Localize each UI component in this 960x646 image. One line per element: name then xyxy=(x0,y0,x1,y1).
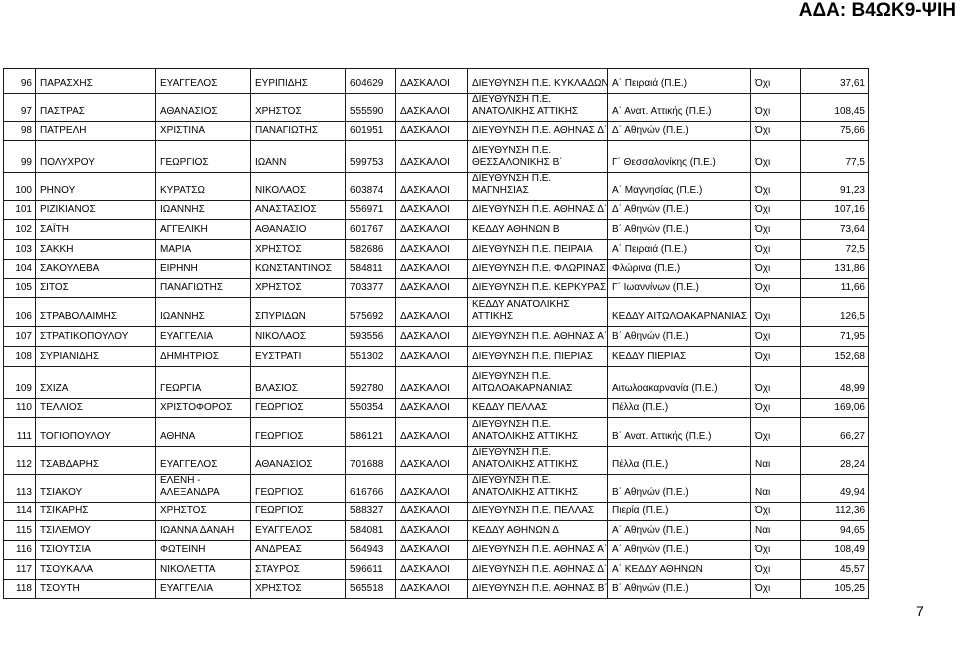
row-number: 118 xyxy=(4,580,36,599)
directorate-cell: ΔΙΕΥΘΥΝΣΗ Π.Ε. ΑΝΑΤΟΛΙΚΗΣ ΑΤΤΙΚΗΣ xyxy=(468,447,608,475)
first-name-cell: ΕΥΑΓΓΕΛΟΣ xyxy=(156,69,251,94)
specialty-cell: ΔΑΣΚΑΛΟΙ xyxy=(396,240,468,260)
father-name-cell: ΑΘΑΝΑΣΙΟΣ xyxy=(251,447,346,475)
directorate-cell: ΔΙΕΥΘΥΝΣΗ Π.Ε. ΠΕΙΡΑΙΑ xyxy=(468,240,608,260)
answer-cell: Όχι xyxy=(751,240,801,260)
answer-cell: Ναι xyxy=(751,447,801,475)
placement-cell: Αιτωλοακαρνανία (Π.Ε.) xyxy=(608,367,751,399)
score-cell: 94,65 xyxy=(801,521,869,541)
registry-number-cell: 596611 xyxy=(346,560,396,580)
father-name-cell: ΙΩΑΝΝ xyxy=(251,141,346,173)
table-row xyxy=(4,521,869,541)
placement-cell: ΚΕΔΔΥ ΑΙΤΩΛΟΑΚΑΡΝΑΝΙΑΣ xyxy=(608,298,751,327)
row-number: 102 xyxy=(4,220,36,240)
placement-cell: Πέλλα (Π.Ε.) xyxy=(608,399,751,418)
table-row xyxy=(4,220,869,240)
answer-cell: Όχι xyxy=(751,260,801,279)
surname-cell: ΣΤΡΑΒΟΛΑΙΜΗΣ xyxy=(36,298,156,327)
answer-cell: Όχι xyxy=(751,560,801,580)
first-name-cell: ΝΙΚΟΛΕΤΤΑ xyxy=(156,560,251,580)
first-name-cell: ΧΡΙΣΤΟΦΟΡΟΣ xyxy=(156,399,251,418)
answer-cell: Όχι xyxy=(751,580,801,599)
answer-cell: Όχι xyxy=(751,367,801,399)
specialty-cell: ΔΑΣΚΑΛΟΙ xyxy=(396,580,468,599)
row-number: 98 xyxy=(4,122,36,141)
surname-cell: ΣΑΪΤΗ xyxy=(36,220,156,240)
placement-cell: Β΄ Ανατ. Αττικής (Π.Ε.) xyxy=(608,418,751,447)
specialty-cell: ΔΑΣΚΑΛΟΙ xyxy=(396,541,468,560)
father-name-cell: ΧΡΗΣΤΟΣ xyxy=(251,94,346,122)
placement-cell: ΚΕΔΔΥ ΠΙΕΡΙΑΣ xyxy=(608,347,751,367)
directorate-cell: ΔΙΕΥΘΥΝΣΗ Π.Ε. ΑΘΗΝΑΣ Δ΄ xyxy=(468,560,608,580)
row-number: 117 xyxy=(4,560,36,580)
specialty-cell: ΔΑΣΚΑΛΟΙ xyxy=(396,327,468,347)
placement-cell: Α΄ Μαγνησίας (Π.Ε.) xyxy=(608,173,751,201)
score-cell: 112,36 xyxy=(801,503,869,521)
specialty-cell: ΔΑΣΚΑΛΟΙ xyxy=(396,173,468,201)
answer-cell: Όχι xyxy=(751,94,801,122)
score-cell: 66,27 xyxy=(801,418,869,447)
placement-cell: Α΄ Αθηνών (Π.Ε.) xyxy=(608,521,751,541)
placement-cell: Β΄ Αθηνών (Π.Ε.) xyxy=(608,220,751,240)
specialty-cell: ΔΑΣΚΑΛΟΙ xyxy=(396,347,468,367)
registry-number-cell: 701688 xyxy=(346,447,396,475)
surname-cell: ΣΤΡΑΤΙΚΟΠΟΥΛΟΥ xyxy=(36,327,156,347)
first-name-cell: ΕΙΡΗΝΗ xyxy=(156,260,251,279)
table-row xyxy=(4,327,869,347)
row-number: 114 xyxy=(4,503,36,521)
surname-cell: ΤΕΛΛΙΟΣ xyxy=(36,399,156,418)
first-name-cell: ΙΩΑΝΝΗΣ xyxy=(156,298,251,327)
row-number: 109 xyxy=(4,367,36,399)
surname-cell: ΡΗΝΟΥ xyxy=(36,173,156,201)
registry-number-cell: 593556 xyxy=(346,327,396,347)
score-cell: 131,86 xyxy=(801,260,869,279)
registry-number-cell: 599753 xyxy=(346,141,396,173)
answer-cell: Όχι xyxy=(751,503,801,521)
father-name-cell: ΕΥΣΤΡΑΤΙ xyxy=(251,347,346,367)
row-number: 111 xyxy=(4,418,36,447)
row-number: 99 xyxy=(4,141,36,173)
table-row xyxy=(4,560,869,580)
row-number: 104 xyxy=(4,260,36,279)
surname-cell: ΤΣΟΥΤΗ xyxy=(36,580,156,599)
answer-cell: Όχι xyxy=(751,418,801,447)
answer-cell: Όχι xyxy=(751,541,801,560)
row-number: 105 xyxy=(4,279,36,298)
answer-cell: Όχι xyxy=(751,399,801,418)
table-row xyxy=(4,173,869,201)
father-name-cell: ΣΤΑΥΡΟΣ xyxy=(251,560,346,580)
directorate-cell: ΚΕΔΔΥ ΠΕΛΛΑΣ xyxy=(468,399,608,418)
placement-cell: Φλώρινα (Π.Ε.) xyxy=(608,260,751,279)
first-name-cell: ΑΘΗΝΑ xyxy=(156,418,251,447)
score-cell: 37,61 xyxy=(801,69,869,94)
score-cell: 71,95 xyxy=(801,327,869,347)
directorate-cell: ΔΙΕΥΘΥΝΣΗ Π.Ε. ΑΘΗΝΑΣ Δ΄ xyxy=(468,122,608,141)
specialty-cell: ΔΑΣΚΑΛΟΙ xyxy=(396,560,468,580)
registry-number-cell: 582686 xyxy=(346,240,396,260)
surname-cell: ΤΣΙΟΥΤΣΙΑ xyxy=(36,541,156,560)
registry-number-cell: 703377 xyxy=(346,279,396,298)
score-cell: 49,94 xyxy=(801,475,869,503)
surname-cell: ΣΑΚΚΗ xyxy=(36,240,156,260)
score-cell: 11,66 xyxy=(801,279,869,298)
table-row xyxy=(4,260,869,279)
registry-number-cell: 588327 xyxy=(346,503,396,521)
father-name-cell: ΠΑΝΑΓΙΩΤΗΣ xyxy=(251,122,346,141)
score-cell: 105,25 xyxy=(801,580,869,599)
surname-cell: ΣΑΚΟΥΛΕΒΑ xyxy=(36,260,156,279)
table-row xyxy=(4,475,869,503)
score-cell: 75,66 xyxy=(801,122,869,141)
first-name-cell: ΦΩΤΕΙΝΗ xyxy=(156,541,251,560)
father-name-cell: ΝΙΚΟΛΑΟΣ xyxy=(251,327,346,347)
placement-cell: Δ΄ Αθηνών (Π.Ε.) xyxy=(608,201,751,220)
surname-cell: ΣΥΡΙΑΝΙΔΗΣ xyxy=(36,347,156,367)
placement-cell: Πιερία (Π.Ε.) xyxy=(608,503,751,521)
table-row xyxy=(4,94,869,122)
table-row xyxy=(4,399,869,418)
placement-cell: Α΄ ΚΕΔΔΥ ΑΘΗΝΩΝ xyxy=(608,560,751,580)
first-name-cell: ΙΩΑΝΝΗΣ xyxy=(156,201,251,220)
specialty-cell: ΔΑΣΚΑΛΟΙ xyxy=(396,220,468,240)
first-name-cell: ΑΓΓΕΛΙΚΗ xyxy=(156,220,251,240)
answer-cell: Όχι xyxy=(751,279,801,298)
father-name-cell: ΝΙΚΟΛΑΟΣ xyxy=(251,173,346,201)
first-name-cell: ΕΥΑΓΓΕΛΟΣ xyxy=(156,447,251,475)
specialty-cell: ΔΑΣΚΑΛΟΙ xyxy=(396,141,468,173)
registry-number-cell: 550354 xyxy=(346,399,396,418)
surname-cell: ΤΣΙΑΚΟΥ xyxy=(36,475,156,503)
first-name-cell: ΕΥΑΓΓΕΛΙΑ xyxy=(156,580,251,599)
score-cell: 77,5 xyxy=(801,141,869,173)
specialty-cell: ΔΑΣΚΑΛΟΙ xyxy=(396,367,468,399)
row-number: 116 xyxy=(4,541,36,560)
directorate-cell: ΔΙΕΥΘΥΝΣΗ Π.Ε. ΑΘΗΝΑΣ Α΄ xyxy=(468,327,608,347)
directorate-cell: ΔΙΕΥΘΥΝΣΗ Π.Ε. ΦΛΩΡΙΝΑΣ xyxy=(468,260,608,279)
placement-cell: Β΄ Αθηνών (Π.Ε.) xyxy=(608,580,751,599)
first-name-cell: ΙΩΑΝΝΑ ΔΑΝΑΗ xyxy=(156,521,251,541)
placement-cell: Β΄ Αθηνών (Π.Ε.) xyxy=(608,327,751,347)
answer-cell: Όχι xyxy=(751,122,801,141)
registry-number-cell: 616766 xyxy=(346,475,396,503)
registry-number-cell: 584081 xyxy=(346,521,396,541)
surname-cell: ΠΑΤΡΕΛΗ xyxy=(36,122,156,141)
row-number: 103 xyxy=(4,240,36,260)
first-name-cell: ΧΡΙΣΤΙΝΑ xyxy=(156,122,251,141)
specialty-cell: ΔΑΣΚΑΛΟΙ xyxy=(396,418,468,447)
first-name-cell: ΚΥΡΑΤΣΩ xyxy=(156,173,251,201)
directorate-cell: ΔΙΕΥΘΥΝΣΗ Π.Ε. ΚΥΚΛΑΔΩΝ xyxy=(468,69,608,94)
first-name-cell: ΜΑΡΙΑ xyxy=(156,240,251,260)
answer-cell: Όχι xyxy=(751,201,801,220)
score-cell: 72,5 xyxy=(801,240,869,260)
directorate-cell: ΔΙΕΥΘΥΝΣΗ Π.Ε. ΑΝΑΤΟΛΙΚΗΣ ΑΤΤΙΚΗΣ xyxy=(468,475,608,503)
surname-cell: ΣΙΤΟΣ xyxy=(36,279,156,298)
surname-cell: ΤΣΙΛΕΜΟΥ xyxy=(36,521,156,541)
placement-cell: Α΄ Πειραιά (Π.Ε.) xyxy=(608,240,751,260)
placement-cell: Α΄ Ανατ. Αττικής (Π.Ε.) xyxy=(608,94,751,122)
registry-number-cell: 603874 xyxy=(346,173,396,201)
table-row xyxy=(4,347,869,367)
table-row xyxy=(4,201,869,220)
score-cell: 28,24 xyxy=(801,447,869,475)
answer-cell: Όχι xyxy=(751,327,801,347)
table-row xyxy=(4,279,869,298)
specialty-cell: ΔΑΣΚΑΛΟΙ xyxy=(396,399,468,418)
answer-cell: Όχι xyxy=(751,298,801,327)
father-name-cell: ΕΥΑΓΓΕΛΟΣ xyxy=(251,521,346,541)
specialty-cell: ΔΑΣΚΑΛΟΙ xyxy=(396,69,468,94)
table-row xyxy=(4,418,869,447)
first-name-cell: ΧΡΗΣΤΟΣ xyxy=(156,503,251,521)
surname-cell: ΤΣΑΒΔΑΡΗΣ xyxy=(36,447,156,475)
placement-cell: Πέλλα (Π.Ε.) xyxy=(608,447,751,475)
surname-cell: ΠΑΡΑΣΧΗΣ xyxy=(36,69,156,94)
score-cell: 152,68 xyxy=(801,347,869,367)
first-name-cell: ΑΘΑΝΑΣΙΟΣ xyxy=(156,94,251,122)
page-number: 7 xyxy=(916,603,924,619)
registry-number-cell: 564943 xyxy=(346,541,396,560)
score-cell: 108,45 xyxy=(801,94,869,122)
first-name-cell: ΕΛΕΝΗ - ΑΛΕΞΑΝΔΡΑ xyxy=(156,475,251,503)
row-number: 97 xyxy=(4,94,36,122)
directorate-cell: ΔΙΕΥΘΥΝΣΗ Π.Ε. ΠΕΛΛΑΣ xyxy=(468,503,608,521)
table-row xyxy=(4,541,869,560)
registry-number-cell: 592780 xyxy=(346,367,396,399)
row-number: 101 xyxy=(4,201,36,220)
registry-number-cell: 604629 xyxy=(346,69,396,94)
table-row xyxy=(4,298,869,327)
registry-number-cell: 575692 xyxy=(346,298,396,327)
surname-cell: ΠΟΛΥΧΡΟΥ xyxy=(36,141,156,173)
specialty-cell: ΔΑΣΚΑΛΟΙ xyxy=(396,521,468,541)
directorate-cell: ΔΙΕΥΘΥΝΣΗ Π.Ε. ΑΘΗΝΑΣ Β΄ xyxy=(468,580,608,599)
specialty-cell: ΔΑΣΚΑΛΟΙ xyxy=(396,475,468,503)
first-name-cell: ΔΗΜΗΤΡΙΟΣ xyxy=(156,347,251,367)
father-name-cell: ΑΝΔΡΕΑΣ xyxy=(251,541,346,560)
table-row xyxy=(4,141,869,173)
father-name-cell: ΧΡΗΣΤΟΣ xyxy=(251,240,346,260)
table-row xyxy=(4,69,869,94)
placement-cell: Γ΄ Θεσσαλονίκης (Π.Ε.) xyxy=(608,141,751,173)
registry-number-cell: 555590 xyxy=(346,94,396,122)
table-body xyxy=(4,69,869,599)
table-row xyxy=(4,580,869,599)
surname-cell: ΣΧΙΖΑ xyxy=(36,367,156,399)
row-number: 110 xyxy=(4,399,36,418)
directorate-cell: ΔΙΕΥΘΥΝΣΗ Π.Ε. ΜΑΓΝΗΣΙΑΣ xyxy=(468,173,608,201)
first-name-cell: ΓΕΩΡΓΙΑ xyxy=(156,367,251,399)
table-row xyxy=(4,122,869,141)
first-name-cell: ΓΕΩΡΓΙΟΣ xyxy=(156,141,251,173)
table-row xyxy=(4,503,869,521)
directorate-cell: ΔΙΕΥΘΥΝΣΗ Π.Ε. ΑΘΗΝΑΣ Δ΄ xyxy=(468,201,608,220)
row-number: 107 xyxy=(4,327,36,347)
candidates-table xyxy=(3,68,869,599)
surname-cell: ΡΙΖΙΚΙΑΝΟΣ xyxy=(36,201,156,220)
answer-cell: Όχι xyxy=(751,173,801,201)
directorate-cell: ΚΕΔΔΥ ΑΘΗΝΩΝ Δ xyxy=(468,521,608,541)
directorate-cell: ΔΙΕΥΘΥΝΣΗ Π.Ε. ΑΝΑΤΟΛΙΚΗΣ ΑΤΤΙΚΗΣ xyxy=(468,94,608,122)
answer-cell: Όχι xyxy=(751,69,801,94)
father-name-cell: ΚΩΝΣΤΑΝΤΙΝΟΣ xyxy=(251,260,346,279)
row-number: 106 xyxy=(4,298,36,327)
answer-cell: Ναι xyxy=(751,521,801,541)
score-cell: 108,49 xyxy=(801,541,869,560)
surname-cell: ΤΣΙΚΑΡΗΣ xyxy=(36,503,156,521)
score-cell: 169,06 xyxy=(801,399,869,418)
row-number: 112 xyxy=(4,447,36,475)
surname-cell: ΤΟΓΙΟΠΟΥΛΟΥ xyxy=(36,418,156,447)
answer-cell: Όχι xyxy=(751,220,801,240)
specialty-cell: ΔΑΣΚΑΛΟΙ xyxy=(396,447,468,475)
father-name-cell: ΣΠΥΡΙΔΩΝ xyxy=(251,298,346,327)
placement-cell: Δ΄ Αθηνών (Π.Ε.) xyxy=(608,122,751,141)
table-row xyxy=(4,447,869,475)
father-name-cell: ΕΥΡΙΠΙΔΗΣ xyxy=(251,69,346,94)
specialty-cell: ΔΑΣΚΑΛΟΙ xyxy=(396,260,468,279)
registry-number-cell: 551302 xyxy=(346,347,396,367)
directorate-cell: ΔΙΕΥΘΥΝΣΗ Π.Ε. ΚΕΡΚΥΡΑΣ xyxy=(468,279,608,298)
placement-cell: Α΄ Αθηνών (Π.Ε.) xyxy=(608,541,751,560)
registry-number-cell: 601767 xyxy=(346,220,396,240)
specialty-cell: ΔΑΣΚΑΛΟΙ xyxy=(396,122,468,141)
row-number: 100 xyxy=(4,173,36,201)
surname-cell: ΠΑΣΤΡΑΣ xyxy=(36,94,156,122)
row-number: 108 xyxy=(4,347,36,367)
registry-number-cell: 584811 xyxy=(346,260,396,279)
score-cell: 48,99 xyxy=(801,367,869,399)
first-name-cell: ΠΑΝΑΓΙΩΤΗΣ xyxy=(156,279,251,298)
table-row xyxy=(4,367,869,399)
father-name-cell: ΧΡΗΣΤΟΣ xyxy=(251,279,346,298)
registry-number-cell: 586121 xyxy=(346,418,396,447)
specialty-cell: ΔΑΣΚΑΛΟΙ xyxy=(396,94,468,122)
directorate-cell: ΔΙΕΥΘΥΝΣΗ Π.Ε. ΑΝΑΤΟΛΙΚΗΣ ΑΤΤΙΚΗΣ xyxy=(468,418,608,447)
specialty-cell: ΔΑΣΚΑΛΟΙ xyxy=(396,298,468,327)
specialty-cell: ΔΑΣΚΑΛΟΙ xyxy=(396,279,468,298)
specialty-cell: ΔΑΣΚΑΛΟΙ xyxy=(396,201,468,220)
father-name-cell: ΑΝΑΣΤΑΣΙΟΣ xyxy=(251,201,346,220)
first-name-cell: ΕΥΑΓΓΕΛΙΑ xyxy=(156,327,251,347)
answer-cell: Όχι xyxy=(751,347,801,367)
score-cell: 107,16 xyxy=(801,201,869,220)
score-cell: 126,5 xyxy=(801,298,869,327)
document-ada-code: ΑΔΑ: Β4ΩΚ9-ΨΙΗ xyxy=(798,0,956,21)
placement-cell: Β΄ Αθηνών (Π.Ε.) xyxy=(608,475,751,503)
registry-number-cell: 601951 xyxy=(346,122,396,141)
directorate-cell: ΔΙΕΥΘΥΝΣΗ Π.Ε. ΘΕΣΣΑΛΟΝΙΚΗΣ Β΄ xyxy=(468,141,608,173)
directorate-cell: ΚΕΔΔΥ ΑΘΗΝΩΝ Β xyxy=(468,220,608,240)
placement-cell: Α΄ Πειραιά (Π.Ε.) xyxy=(608,69,751,94)
score-cell: 73,64 xyxy=(801,220,869,240)
father-name-cell: ΓΕΩΡΓΙΟΣ xyxy=(251,418,346,447)
answer-cell: Ναι xyxy=(751,475,801,503)
row-number: 96 xyxy=(4,69,36,94)
score-cell: 45,57 xyxy=(801,560,869,580)
placement-cell: Γ΄ Ιωαννίνων (Π.Ε.) xyxy=(608,279,751,298)
answer-cell: Όχι xyxy=(751,141,801,173)
father-name-cell: ΓΕΩΡΓΙΟΣ xyxy=(251,475,346,503)
directorate-cell: ΔΙΕΥΘΥΝΣΗ Π.Ε. ΑΘΗΝΑΣ Α΄ xyxy=(468,541,608,560)
specialty-cell: ΔΑΣΚΑΛΟΙ xyxy=(396,503,468,521)
directorate-cell: ΔΙΕΥΘΥΝΣΗ Π.Ε. ΠΙΕΡΙΑΣ xyxy=(468,347,608,367)
registry-number-cell: 565518 xyxy=(346,580,396,599)
surname-cell: ΤΣΟΥΚΑΛΑ xyxy=(36,560,156,580)
father-name-cell: ΑΘΑΝΑΣΙΟ xyxy=(251,220,346,240)
score-cell: 91,23 xyxy=(801,173,869,201)
row-number: 115 xyxy=(4,521,36,541)
father-name-cell: ΧΡΗΣΤΟΣ xyxy=(251,580,346,599)
father-name-cell: ΓΕΩΡΓΙΟΣ xyxy=(251,399,346,418)
father-name-cell: ΓΕΩΡΓΙΟΣ xyxy=(251,503,346,521)
father-name-cell: ΒΛΑΣΙΟΣ xyxy=(251,367,346,399)
directorate-cell: ΔΙΕΥΘΥΝΣΗ Π.Ε. ΑΙΤΩΛΟΑΚΑΡΝΑΝΙΑΣ xyxy=(468,367,608,399)
row-number: 113 xyxy=(4,475,36,503)
directorate-cell: ΚΕΔΔΥ ΑΝΑΤΟΛΙΚΗΣ ΑΤΤΙΚΗΣ xyxy=(468,298,608,327)
registry-number-cell: 556971 xyxy=(346,201,396,220)
table-row xyxy=(4,240,869,260)
